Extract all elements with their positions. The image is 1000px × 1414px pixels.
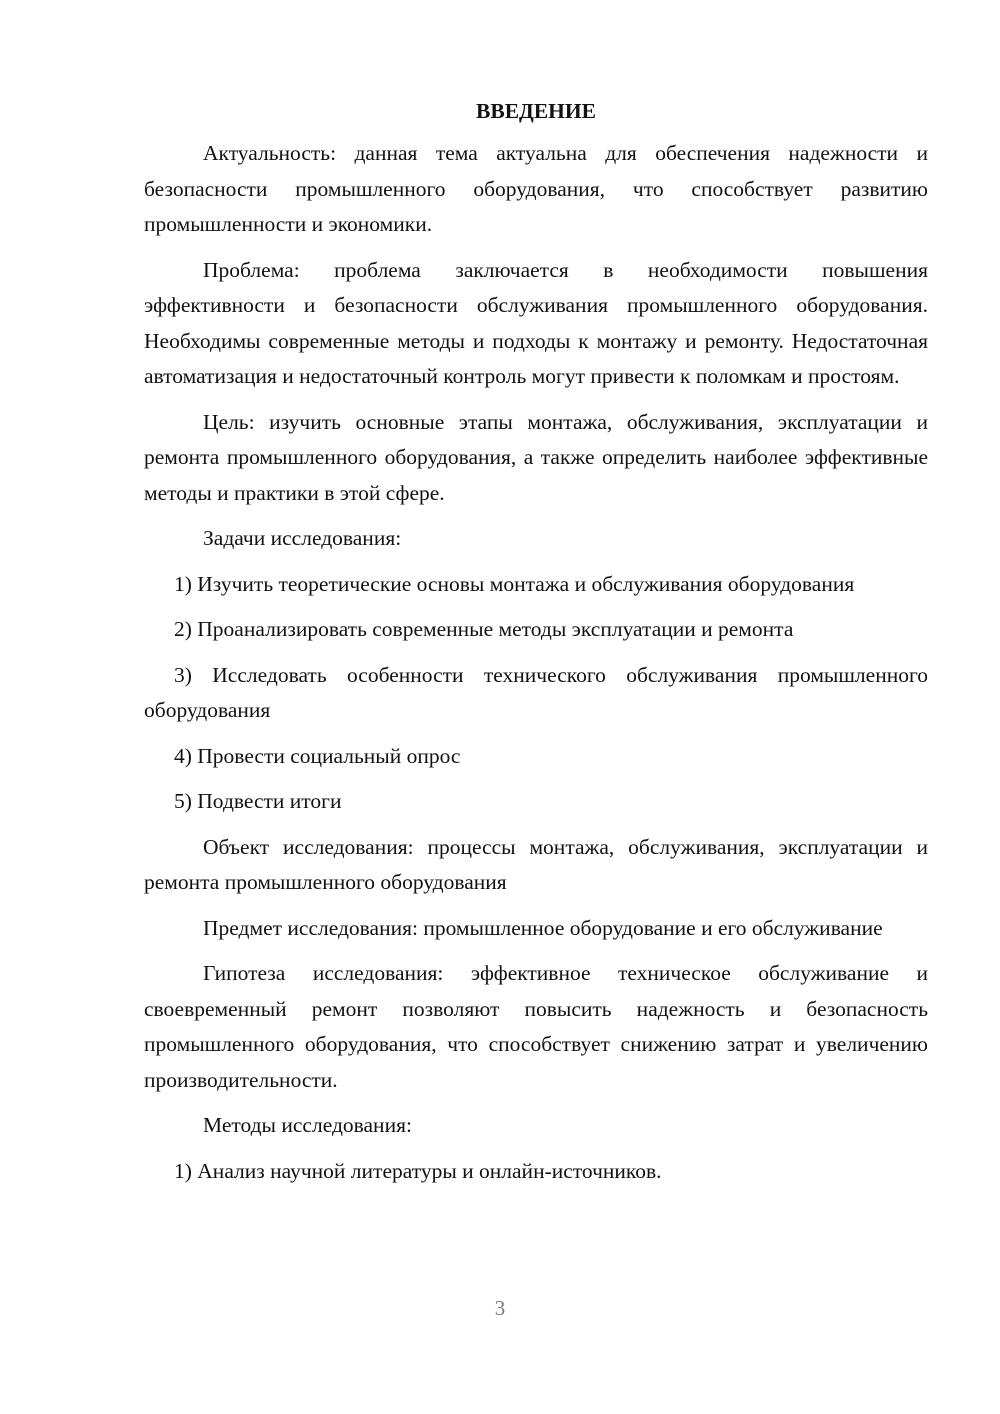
problem-paragraph: Проблема: проблема заключается в необходимости повышения эффективности и безопасности обслуживания промышленного оборудования. Необходимы современные методы и подходы к монтажу и ремонту. Недостаточная автоматизация и недостаточный контроль могут привести к поломкам и простоям. [144, 257, 928, 388]
document-page [144, 96, 928, 1199]
task-item-3: 3) Исследовать особенности технического обслуживания промышленного оборудования [144, 662, 928, 722]
task-item-2: 2) Проанализировать современные методы эксплуатации и ремонта [174, 617, 794, 641]
tasks-heading: Задачи исследования: [203, 526, 402, 550]
task-item-4: 4) Провести социальный опрос [174, 743, 461, 768]
goal-paragraph: Цель: изучить основные этапы монтажа, обслуживания, эксплуатации и ремонта промышленного оборудования, а также определить наиболее эффективные методы и практики в этой сфере. [144, 409, 928, 505]
method-item-1: 1) Анализ научной литературы и онлайн-источников. [174, 1158, 662, 1183]
document-title: ВВЕДЕНИЕ [476, 99, 596, 123]
hypothesis-paragraph: Гипотеза исследования: эффективное техническое обслуживание и своевременный ремонт позволяют повысить надежность и безопасность промышленного оборудования, что способствует снижению затрат и увеличению производительности. [144, 961, 928, 1092]
relevance-paragraph: Актуальность: данная тема актуальна для обеспечения надежности и безопасности промышленного оборудования, что способствует развитию промышленности и экономики. [144, 141, 928, 236]
object-paragraph: Объект исследования: процессы монтажа, обслуживания, эксплуатации и ремонта промышленного оборудования [144, 834, 928, 894]
task-item-1: 1) Изучить теоретические основы монтажа и обслуживания оборудования [174, 571, 855, 596]
methods-heading: Методы исследования: [203, 1113, 412, 1137]
page-number: 3 [494, 1296, 506, 1320]
subject-paragraph: Предмет исследования: промышленное оборудование и его обслуживание [203, 915, 883, 940]
task-item-5: 5) Подвести итоги [174, 789, 342, 813]
